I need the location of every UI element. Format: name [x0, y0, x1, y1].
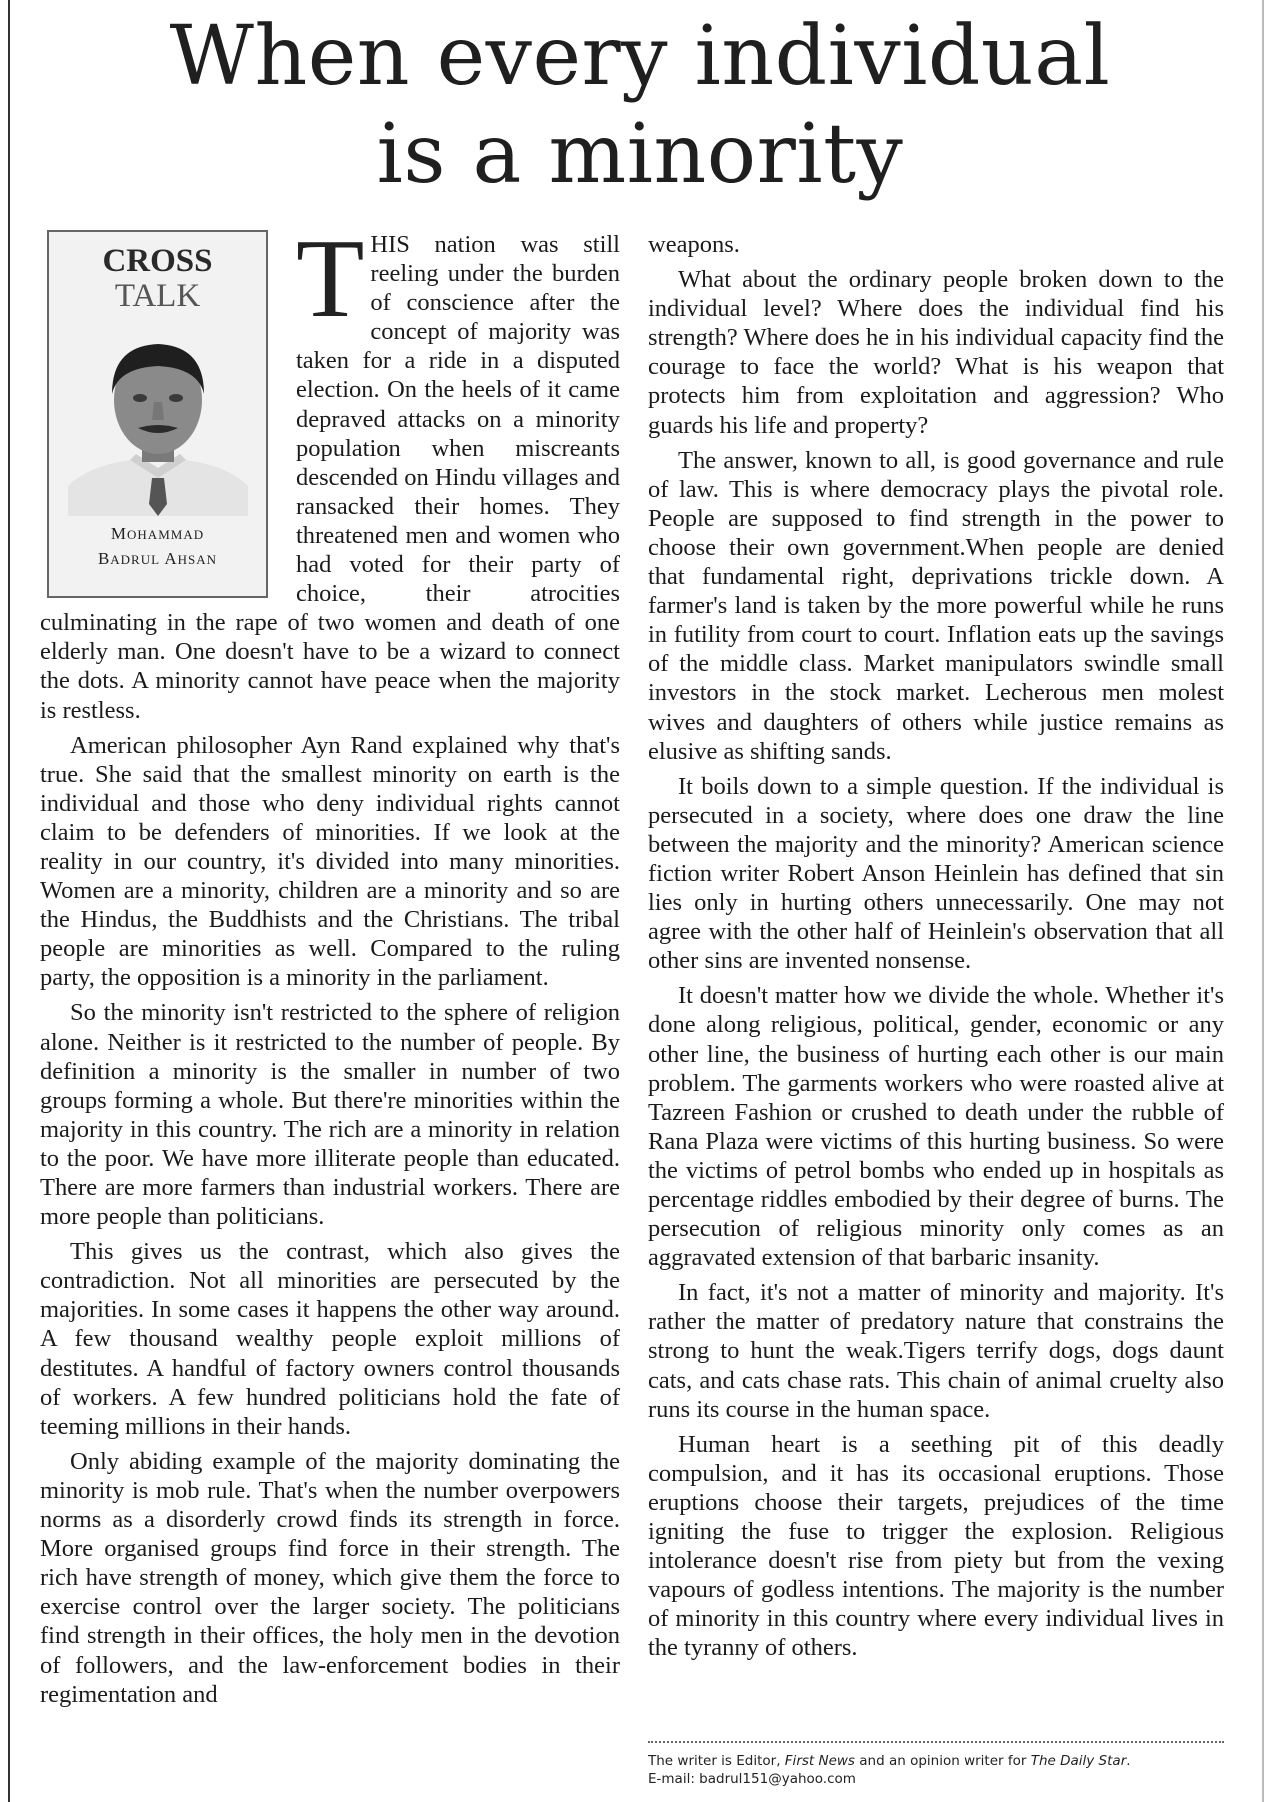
byline-box — [47, 230, 268, 598]
paragraph-8: It boils down to a simple question. If the individual is persecuted in a society, where does one draw the line between the majority and the minority? American science fiction writer Robert Anson Heinlein has defined that sin lies only in hurting others unnecessarily. One may not agree with the other half of Heinlein's observation that all other sins are invented nonsense. — [648, 772, 1224, 975]
author-photo — [68, 328, 248, 516]
column-name-talk: TALK — [114, 278, 201, 314]
author-name-first: MOHAMMAD — [110, 524, 205, 543]
paragraph-5: Only abiding example of the majority dominating the minority is mob rule. That's when the number overpowers norms as a disorderly crowd finds its strength in force. More organised groups find force in their strength. The rich have strength of money, which give them the force to exercise control over the larger society. The politicians find strength in their offices, the holy men in the devotion of followers, and the law-enforcement bodies in their regimentation and — [40, 1447, 620, 1708]
headline-line-2: is a minority — [376, 107, 904, 202]
paragraph-2: American philosopher Ayn Rand explained why that's true. She said that the smallest minority on earth is the individual and those who deny individual rights cannot claim to be defenders of minorities. If we look at the reality in our country, it's divided into many minorities. Women are a minority, children are a minority and so are the Hindus, the Buddhists and the Christians. The tribal people are minorities as well. Compared to the ruling party, the opposition is a minority in the parliament. — [40, 731, 620, 992]
footnote-bio — [648, 1752, 1248, 1770]
footnote-divider — [648, 1741, 1224, 1743]
footnote-suffix: . — [1126, 1753, 1131, 1769]
footnote-publication-1: First News — [784, 1753, 855, 1769]
headline — [60, 8, 1220, 204]
author-name-last-smallcaps-2: HSAN — [177, 552, 218, 567]
headline-line-1: When every individual — [169, 9, 1111, 104]
author-name-last: BADRUL AHSAN — [97, 549, 218, 568]
paragraph-6: What about the ordinary people broken down to the individual level? Where does the individual find his strength? Where does he in his individual capacity find the courage to face the world? What is his weapon that protects him from exploitation and aggression? Who guards his life and property? — [648, 266, 1224, 439]
paragraph-5-continued: weapons. — [648, 231, 740, 258]
article-column-left — [40, 217, 620, 1715]
footnote-publication-2: The Daily Star — [1030, 1753, 1127, 1769]
footnote-email: E-mail: badrul151@yahoo.com — [648, 1771, 856, 1787]
page-right-edge — [1262, 0, 1264, 1802]
page-left-border — [8, 0, 10, 1802]
author-name-last-smallcaps-1: ADRUL — [110, 552, 161, 567]
paragraph-3: So the minority isn't restricted to the sphere of religion alone. Neither is it restricted to the number of people. By definition a minority is the smaller in number of two groups forming a whole. But there're minorities within the majority in this country. The rich are a minority in relation to the poor. We have more illiterate people than educated. There are more farmers than industrial workers. There are more people than politicians. — [40, 999, 620, 1231]
paragraph-4: This gives us the contrast, which also gives the contradiction. Not all minorities are persecuted by the majorities. In some cases it happens the other way around. A few thousand wealthy people exploit millions of destitutes. A handful of factory owners control thousands of workers. A few hundred politicians hold the fate of teeming millions in their hands. — [40, 1238, 620, 1440]
footnote-prefix: The writer is Editor, — [648, 1753, 785, 1769]
column-name-cross: CROSS — [102, 243, 213, 279]
drop-cap: T — [296, 217, 365, 341]
author-name-first-smallcaps: OHAMMAD — [127, 527, 205, 542]
paragraph-10: In fact, it's not a matter of minority and majority. It's rather the matter of predatory nature that constrains the strong to hunt the weak.Tigers terrify dogs, dogs daunt cats, and cats chase rats. This chain of animal cruelty also runs its course in the human space. — [648, 1279, 1224, 1423]
author-footnote — [648, 1752, 1248, 1788]
paragraph-7: The answer, known to all, is good governance and rule of law. This is where democracy plays the pivotal role. People are supposed to find strength in the power to choose their own government.When people are denied that fundamental right, deprivations trickle down. A farmer's land is taken by the more powerful while he runs in futility from court to court. Inflation eats up the savings of the middle class. Market manipulators swindle small investors in the stock market. Lecherous men molest wives and daughters of others while justice remains as elusive as shifting sands. — [648, 446, 1224, 765]
paragraph-1-text: HIS nation was still reeling under the burden of conscience after the concept of majority was taken for a ride in a disputed election. On the heels of it came depraved attacks on a minority population when miscreants descended on Hindu villages and ransacked their homes. They threatened men and women who had voted for their party of choice, their atrocities culminating in the rape of two women and death of one elderly man. One doesn't have to be a wizard to connect the dots. A minority cannot have peace when the majority is restless. — [40, 231, 620, 724]
paragraph-11: Human heart is a seething pit of this deadly compulsion, and it has its occasional eruptions. Those eruptions choose their targets, prejudices of the time igniting the fuse to trigger the explosion. Religious intolerance doesn't rise from piety but from the vexing vapours of godless intentions. The majority is the number of minority in this country where every individual lives in the tyranny of others. — [648, 1430, 1224, 1662]
paragraph-9: It doesn't matter how we divide the whole. Whether it's done along religious, political, gender, economic or any other line, the business of hurting each other is our main problem. The garments workers who were roasted alive at Tazreen Fashion or crushed to death under the rubble of Rana Plaza were victims of this hurting business. So were the victims of petrol bombs who ended up in hospitals as percentage riddles embodied by their degree of burns. The persecution of religious minority only comes as an aggravated extension of that barbaric insanity. — [648, 982, 1224, 1272]
article-column-right — [648, 230, 1224, 1669]
footnote-middle: and an opinion writer for — [854, 1753, 1031, 1769]
